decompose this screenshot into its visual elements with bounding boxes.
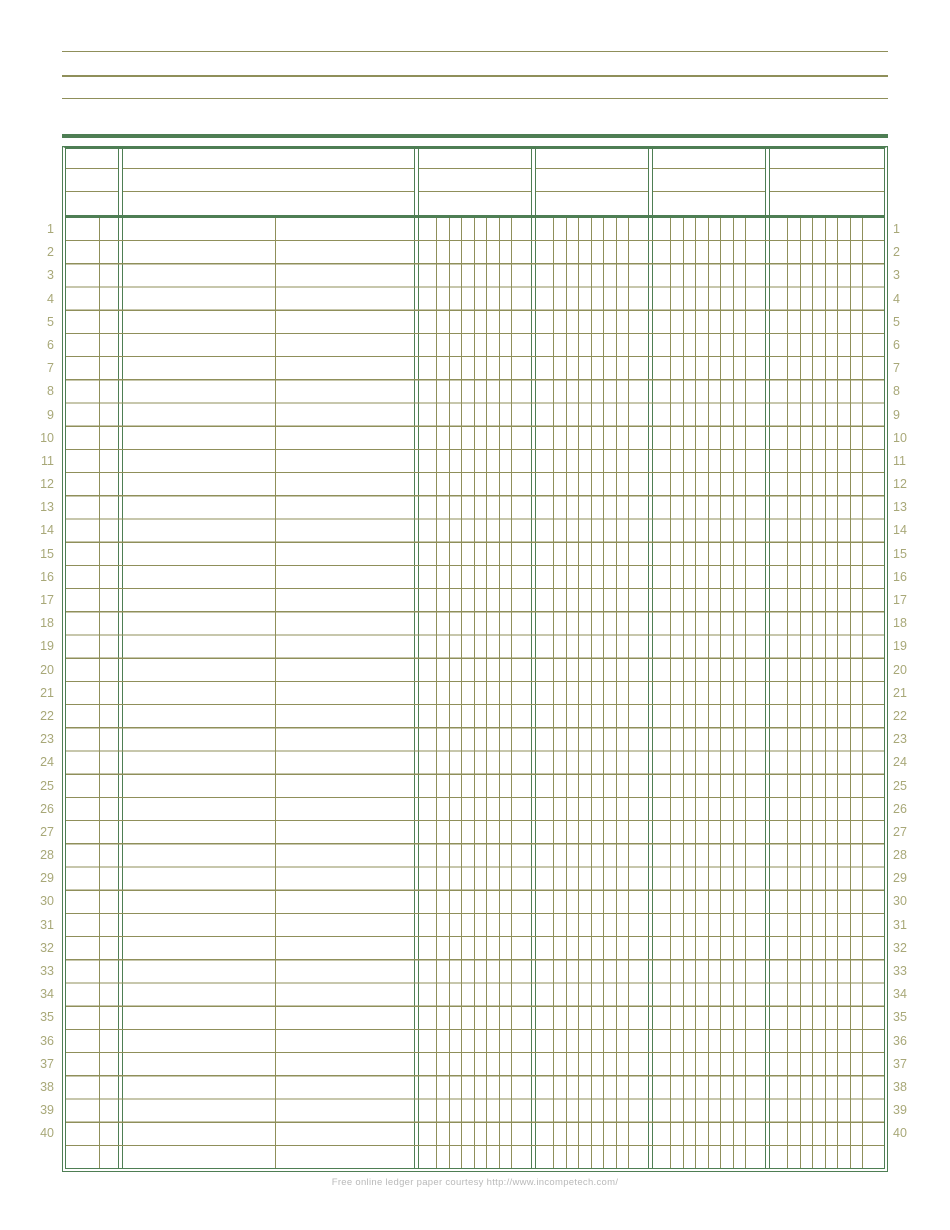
row-number: 27	[40, 824, 54, 839]
table-grid	[66, 149, 884, 1168]
row-number: 21	[893, 685, 907, 700]
digit-sub-column	[592, 215, 605, 1168]
row-number: 34	[40, 987, 54, 1002]
row-number: 14	[893, 523, 907, 538]
row-number: 8	[47, 384, 54, 399]
writing-line-3	[62, 98, 888, 100]
row-number: 5	[47, 314, 54, 329]
digit-sub-column	[567, 215, 580, 1168]
digit-sub-column	[734, 215, 747, 1168]
row-number: 13	[40, 500, 54, 515]
digit-sub-column	[437, 215, 450, 1168]
row-number: 10	[893, 430, 907, 445]
row-number: 15	[893, 546, 907, 561]
row-number: 31	[893, 917, 907, 932]
row-number: 26	[40, 801, 54, 816]
row-number: 22	[40, 708, 54, 723]
digit-sub-column	[500, 215, 513, 1168]
row-number: 6	[893, 337, 900, 352]
digit-sub-column	[851, 215, 864, 1168]
description-column-body	[123, 215, 414, 1168]
header-row	[653, 169, 765, 192]
row-number: 33	[40, 964, 54, 978]
row-number: 24	[893, 755, 907, 770]
date-sub-column	[66, 215, 100, 1168]
digit-sub-column	[629, 215, 648, 1168]
amount-column-body	[653, 215, 765, 1168]
digit-sub-column	[604, 215, 617, 1168]
row-number: 23	[893, 732, 907, 747]
digit-sub-column	[813, 215, 826, 1168]
row-number: 24	[40, 755, 54, 770]
row-number: 26	[893, 801, 907, 816]
header-row	[123, 169, 414, 192]
digit-sub-column	[536, 215, 554, 1168]
row-number: 35	[893, 1010, 907, 1025]
header-row	[536, 149, 648, 169]
digit-sub-column	[653, 215, 671, 1168]
row-number: 38	[40, 1079, 54, 1094]
row-number: 20	[893, 662, 907, 677]
date-sub-column	[100, 215, 118, 1168]
header-row	[536, 192, 648, 215]
digit-sub-column	[450, 215, 463, 1168]
row-number: 12	[893, 477, 907, 492]
row-number: 15	[40, 546, 54, 561]
row-number: 17	[40, 593, 54, 607]
header-row	[419, 192, 531, 215]
header-row	[66, 149, 118, 169]
row-number: 32	[40, 940, 54, 955]
row-number: 9	[893, 407, 900, 422]
header-row	[123, 192, 414, 215]
row-number: 22	[893, 708, 907, 723]
row-number: 38	[893, 1079, 907, 1094]
row-number: 37	[40, 1056, 54, 1071]
amount-column-header	[653, 149, 765, 215]
row-number: 11	[893, 453, 906, 468]
row-number: 6	[47, 337, 54, 352]
header-row	[66, 192, 118, 215]
amount-column-body	[419, 215, 531, 1168]
row-number: 33	[893, 964, 907, 978]
digit-sub-column	[788, 215, 801, 1168]
digit-sub-column	[554, 215, 567, 1168]
row-number: 39	[40, 1103, 54, 1118]
amount-column-3	[653, 149, 765, 1168]
digit-sub-column	[671, 215, 684, 1168]
amount-column-2	[536, 149, 648, 1168]
row-number: 40	[893, 1126, 907, 1141]
row-number: 14	[40, 523, 54, 538]
row-number: 35	[40, 1010, 54, 1025]
row-number: 30	[893, 894, 907, 909]
writing-line-1	[62, 51, 888, 53]
header-bottom-rule	[66, 215, 884, 218]
row-number: 10	[40, 430, 54, 445]
amount-column-body	[770, 215, 884, 1168]
row-number: 36	[893, 1033, 907, 1048]
header-row	[770, 149, 884, 169]
row-number: 17	[893, 593, 907, 607]
row-number: 34	[893, 987, 907, 1002]
row-number: 40	[40, 1126, 54, 1141]
row-number: 29	[893, 871, 907, 886]
row-number: 4	[893, 291, 900, 306]
row-number: 3	[893, 268, 900, 283]
date-column	[66, 149, 118, 1168]
digit-sub-column	[709, 215, 722, 1168]
amount-column-header	[770, 149, 884, 215]
row-number: 19	[893, 639, 907, 654]
writing-line-2	[62, 75, 888, 77]
row-number: 1	[893, 222, 900, 236]
digit-sub-column	[863, 215, 884, 1168]
row-number: 16	[893, 569, 907, 584]
digit-sub-column	[512, 215, 531, 1168]
row-number: 28	[893, 848, 907, 863]
row-number: 37	[893, 1056, 907, 1071]
description-sub-column	[276, 215, 414, 1168]
digit-sub-column	[684, 215, 697, 1168]
header-row	[770, 192, 884, 215]
row-number: 11	[41, 453, 54, 468]
digit-sub-column	[696, 215, 709, 1168]
amount-column-header	[536, 149, 648, 215]
section-divider	[62, 134, 888, 138]
row-number: 3	[47, 268, 54, 283]
row-number: 2	[893, 245, 900, 260]
digit-sub-column	[721, 215, 734, 1168]
digit-sub-column	[746, 215, 765, 1168]
date-column-body	[66, 215, 118, 1168]
row-numbers-right	[893, 218, 929, 1146]
ledger-table	[62, 146, 888, 1172]
row-number: 18	[40, 616, 54, 631]
digit-sub-column	[419, 215, 437, 1168]
row-number: 8	[893, 384, 900, 399]
row-number: 25	[40, 778, 54, 793]
row-number: 23	[40, 732, 54, 747]
row-number: 16	[40, 569, 54, 584]
digit-sub-column	[838, 215, 851, 1168]
row-number: 7	[47, 361, 54, 376]
description-column	[123, 149, 414, 1168]
date-column-header	[66, 149, 118, 215]
description-column-header	[123, 149, 414, 215]
row-number: 30	[40, 894, 54, 909]
row-number: 18	[893, 616, 907, 631]
row-number: 27	[893, 824, 907, 839]
row-number: 39	[893, 1103, 907, 1118]
row-number: 31	[40, 917, 54, 932]
amount-column-body	[536, 215, 648, 1168]
row-numbers-left	[18, 218, 54, 1146]
digit-sub-column	[826, 215, 839, 1168]
digit-sub-column	[617, 215, 630, 1168]
row-number: 19	[40, 639, 54, 654]
header-row	[770, 169, 884, 192]
row-number: 29	[40, 871, 54, 886]
row-number: 20	[40, 662, 54, 677]
row-number: 7	[893, 361, 900, 376]
header-row	[419, 169, 531, 192]
digit-sub-column	[475, 215, 488, 1168]
digit-sub-column	[462, 215, 475, 1168]
header-row	[653, 149, 765, 169]
row-number: 32	[893, 940, 907, 955]
row-number: 25	[893, 778, 907, 793]
row-number: 1	[47, 222, 54, 236]
digit-sub-column	[579, 215, 592, 1168]
header-row	[419, 149, 531, 169]
digit-sub-column	[487, 215, 500, 1168]
footer-credit: Free online ledger paper courtesy http://www.incompetech.com/	[331, 1177, 619, 1188]
row-number: 13	[893, 500, 907, 515]
header-row	[123, 149, 414, 169]
digit-sub-column	[801, 215, 814, 1168]
row-number: 4	[47, 291, 54, 306]
header-row	[653, 192, 765, 215]
row-number: 9	[47, 407, 54, 422]
row-number: 28	[40, 848, 54, 863]
header-row	[66, 169, 118, 192]
row-number: 2	[47, 245, 54, 260]
header-row	[536, 169, 648, 192]
row-number: 21	[40, 685, 54, 700]
row-number: 5	[893, 314, 900, 329]
amount-column-header	[419, 149, 531, 215]
row-number: 12	[40, 477, 54, 492]
row-number: 36	[40, 1033, 54, 1048]
amount-column-1	[419, 149, 531, 1168]
amount-column-4	[770, 149, 884, 1168]
digit-sub-column	[770, 215, 788, 1168]
description-sub-column	[123, 215, 276, 1168]
